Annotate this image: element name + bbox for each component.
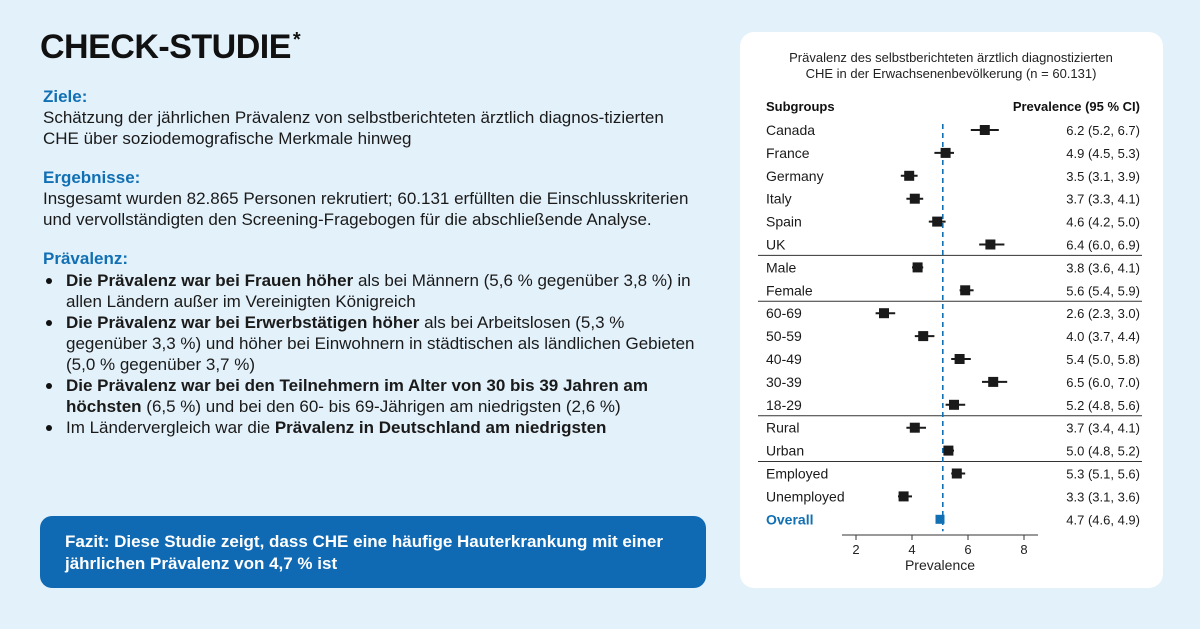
point-estimate-marker [985,240,995,250]
subgroup-label: Germany [766,167,824,184]
point-estimate-marker [980,125,990,135]
x-tick-label: 6 [964,542,972,557]
subgroup-label: Female [766,282,813,299]
title-footnote-mark: * [292,28,301,51]
subgroup-label: Rural [766,419,800,436]
subgroup-label: Spain [766,213,802,230]
list-item: Im Ländervergleich war die Prävalenz in Deutschland am niedrigsten [43,417,703,438]
point-estimate-marker [879,308,889,318]
ci-label: 4.9 (4.5, 5.3) [1066,145,1140,161]
praevalenz-list [43,270,703,438]
subgroup-label: 50-59 [766,328,802,345]
ci-label: 6.5 (6.0, 7.0) [1066,374,1140,390]
point-estimate-marker [904,171,914,181]
ci-label: 5.2 (4.8, 5.6) [1066,397,1140,413]
ci-label: 3.3 (3.1, 3.6) [1066,489,1140,505]
ci-label: 5.3 (5.1, 5.6) [1066,466,1140,482]
point-estimate-marker [952,469,962,479]
subgroup-label: Canada [766,122,816,138]
overall-estimate-marker [936,515,945,524]
list-item: Die Prävalenz war bei Erwerbstätigen höher als bei Arbeitslosen (5,3 % gegenüber 3,3 %) und höher bei Einwohnern in städtischen als ländlichen Gebieten (5,0 % gegenüber 3,7 %) [43,312,703,375]
subgroup-label: 60-69 [766,305,802,322]
subgroup-label: Employed [766,465,829,482]
subgroup-label: 30-39 [766,373,802,390]
ziele-heading: Ziele: [43,87,88,106]
ergebnisse-heading: Ergebnisse: [43,168,141,187]
summary-text [43,86,703,438]
subgroup-label: Unemployed [766,488,845,505]
fazit-box [40,516,706,588]
ci-label: 6.2 (5.2, 6.7) [1066,123,1140,138]
subgroup-label: Italy [766,190,792,207]
ci-label: 3.7 (3.3, 4.1) [1066,191,1140,207]
ziele-section [43,86,703,149]
point-estimate-marker [949,400,959,410]
subgroup-label: Urban [766,442,805,459]
ci-label: 5.4 (5.0, 5.8) [1066,352,1140,367]
subgroup-label: France [766,144,810,161]
chart-title-line: CHE in der Erwachsenenbevölkerung (n = 60.131) [805,66,1097,81]
point-estimate-marker [941,148,951,158]
ci-label: 3.5 (3.1, 3.9) [1066,168,1140,184]
ci-label: 4.0 (3.7, 4.4) [1066,329,1140,345]
point-estimate-marker [899,491,909,501]
ci-label: 2.6 (2.3, 3.0) [1066,306,1140,322]
point-estimate-marker [955,354,965,364]
praevalenz-heading: Prävalenz: [43,249,129,268]
subgroup-label: 18-29 [766,396,802,413]
forest-plot [740,32,1163,588]
point-estimate-marker [910,423,920,433]
point-estimate-marker [960,285,970,295]
subgroup-label: UK [766,236,786,253]
list-item: Die Prävalenz war bei den Teilnehmern im Alter von 30 bis 39 Jahren am höchsten (6,5 %) und bei den 60- bis 69-Jährigen am niedrigsten (2,6 %) [43,375,703,417]
page-title: CHECK-STUDIE * [40,28,301,66]
ci-label: 5.0 (4.8, 5.2) [1066,443,1140,459]
point-estimate-marker [913,262,923,272]
ci-label: 4.7 (4.6, 4.9) [1066,512,1140,528]
point-estimate-marker [918,331,928,341]
ci-label: 6.4 (6.0, 6.9) [1066,237,1140,253]
ziele-text: Schätzung der jährlichen Prävalenz von selbstberichteten ärztlich diagnos-tizierten CHE über soziodemografische Merkmale hinweg [43,108,664,148]
ci-label: 5.6 (5.4, 5.9) [1066,283,1140,299]
ergebnisse-text: Insgesamt wurden 82.865 Personen rekrutiert; 60.131 erfüllten die Einschlusskriterien und vervollständigten den Screening-Fragebogen für die abschließende Analyse. [43,189,689,229]
ci-label: 3.7 (3.4, 4.1) [1066,420,1140,436]
point-estimate-marker [988,377,998,387]
x-tick-label: 4 [908,542,916,557]
forest-plot-panel [740,32,1163,588]
ergebnisse-section [43,167,703,230]
subgroup-label: Male [766,259,797,276]
subgroups-header: Subgroups [766,99,835,114]
x-axis-label: Prevalence [904,557,976,573]
list-item: Die Prävalenz war bei Frauen höher als bei Männern (5,6 % gegenüber 3,8 %) in allen Ländern außer im Vereinigten Königreich [43,270,703,312]
point-estimate-marker [932,217,942,227]
ci-label: 3.8 (3.6, 4.1) [1066,260,1140,276]
x-tick-label: 2 [852,542,860,557]
subgroup-label: Overall [766,511,814,528]
chart-title-line: Prävalenz des selbstberichteten ärztlich diagnostizierten [789,50,1113,65]
prevalence-header: Prevalence (95 % CI) [1012,99,1140,114]
fazit-text: Fazit: Diese Studie zeigt, dass CHE eine häufige Hauterkrankung mit einer jährlichen Prävalenz von 4,7 % ist [65,532,663,573]
point-estimate-marker [943,446,953,456]
subgroup-label: 40-49 [766,351,802,367]
praevalenz-section [43,248,703,438]
point-estimate-marker [910,194,920,204]
x-tick-label: 8 [1020,542,1028,557]
ci-label: 4.6 (4.2, 5.0) [1066,214,1140,230]
